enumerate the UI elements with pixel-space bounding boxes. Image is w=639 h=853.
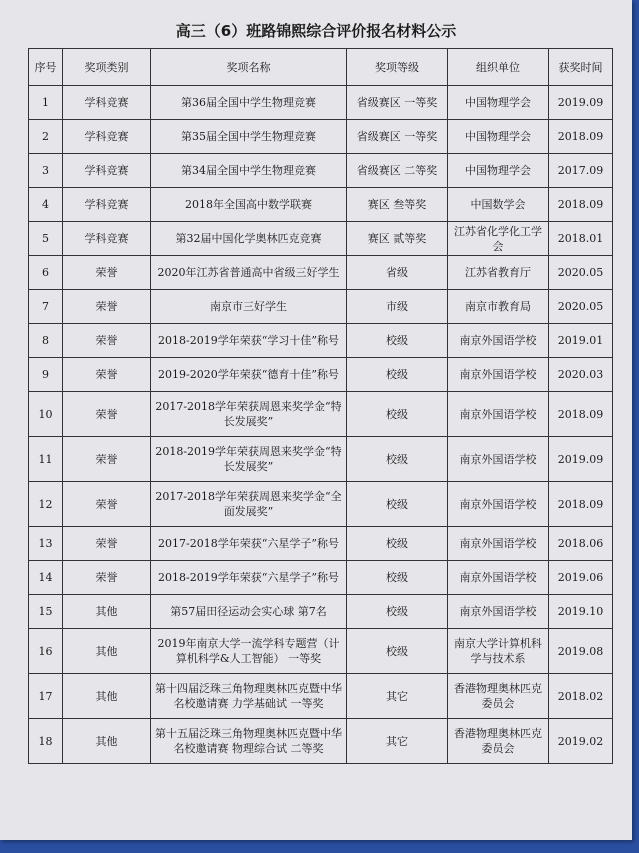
cell-organizer: 南京外国语学校 xyxy=(448,561,549,595)
cell-award-name: 第十四届泛珠三角物理奥林匹克暨中华名校邀请赛 力学基础试 一等奖 xyxy=(151,674,347,719)
header-organizer: 组织单位 xyxy=(448,49,549,86)
cell-award-name: 第57届田径运动会实心球 第7名 xyxy=(151,595,347,629)
cell-organizer: 南京大学计算机科学与技术系 xyxy=(448,629,549,674)
table-row xyxy=(29,222,613,256)
cell-index: 18 xyxy=(29,719,63,764)
cell-award-name: 南京市三好学生 xyxy=(151,290,347,324)
cell-category: 其他 xyxy=(63,629,151,674)
cell-date: 2019.06 xyxy=(549,561,613,595)
cell-level: 市级 xyxy=(347,290,448,324)
cell-category: 其他 xyxy=(63,719,151,764)
table-row xyxy=(29,719,613,764)
cell-organizer: 江苏省化学化工学会 xyxy=(448,222,549,256)
cell-date: 2018.01 xyxy=(549,222,613,256)
cell-level: 赛区 贰等奖 xyxy=(347,222,448,256)
awards-table xyxy=(28,48,613,764)
cell-level: 校级 xyxy=(347,527,448,561)
cell-index: 13 xyxy=(29,527,63,561)
cell-award-name: 2017-2018学年荣获周恩来奖学金“全面发展奖” xyxy=(151,482,347,527)
cell-date: 2019.10 xyxy=(549,595,613,629)
cell-award-name: 2017-2018学年荣获“六星学子”称号 xyxy=(151,527,347,561)
header-category: 奖项类别 xyxy=(63,49,151,86)
cell-index: 1 xyxy=(29,86,63,120)
cell-organizer: 南京外国语学校 xyxy=(448,595,549,629)
cell-level: 校级 xyxy=(347,392,448,437)
cell-organizer: 香港物理奥林匹克委员会 xyxy=(448,719,549,764)
table-row xyxy=(29,154,613,188)
cell-date: 2018.09 xyxy=(549,188,613,222)
table-row xyxy=(29,527,613,561)
cell-organizer: 南京外国语学校 xyxy=(448,437,549,482)
cell-index: 14 xyxy=(29,561,63,595)
table-row xyxy=(29,358,613,392)
cell-date: 2020.05 xyxy=(549,290,613,324)
cell-level: 省级赛区 一等奖 xyxy=(347,86,448,120)
cell-organizer: 中国物理学会 xyxy=(448,154,549,188)
cell-date: 2018.09 xyxy=(549,482,613,527)
cell-date: 2019.09 xyxy=(549,86,613,120)
cell-organizer: 中国物理学会 xyxy=(448,120,549,154)
table-row xyxy=(29,120,613,154)
cell-category: 荣誉 xyxy=(63,527,151,561)
table-row xyxy=(29,482,613,527)
cell-level: 校级 xyxy=(347,595,448,629)
table-row xyxy=(29,674,613,719)
cell-index: 2 xyxy=(29,120,63,154)
table-row xyxy=(29,437,613,482)
cell-category: 荣誉 xyxy=(63,256,151,290)
cell-award-name: 2017-2018学年荣获周恩来奖学金“特长发展奖” xyxy=(151,392,347,437)
cell-category: 学科竞赛 xyxy=(63,86,151,120)
cell-index: 7 xyxy=(29,290,63,324)
cell-award-name: 2019-2020学年荣获“德育十佳”称号 xyxy=(151,358,347,392)
cell-level: 校级 xyxy=(347,629,448,674)
cell-date: 2018.09 xyxy=(549,392,613,437)
cell-level: 其它 xyxy=(347,719,448,764)
cell-category: 学科竞赛 xyxy=(63,188,151,222)
cell-organizer: 南京外国语学校 xyxy=(448,527,549,561)
cell-award-name: 第36届全国中学生物理竞赛 xyxy=(151,86,347,120)
cell-date: 2018.06 xyxy=(549,527,613,561)
cell-award-name: 2018-2019学年荣获周恩来奖学金“特长发展奖” xyxy=(151,437,347,482)
cell-category: 荣誉 xyxy=(63,561,151,595)
table-row xyxy=(29,86,613,120)
cell-index: 16 xyxy=(29,629,63,674)
cell-organizer: 南京外国语学校 xyxy=(448,392,549,437)
cell-award-name: 第十五届泛珠三角物理奥林匹克暨中华名校邀请赛 物理综合试 二等奖 xyxy=(151,719,347,764)
cell-category: 学科竞赛 xyxy=(63,222,151,256)
table-row xyxy=(29,629,613,674)
cell-award-name: 第35届全国中学生物理竞赛 xyxy=(151,120,347,154)
cell-organizer: 香港物理奥林匹克委员会 xyxy=(448,674,549,719)
cell-level: 校级 xyxy=(347,437,448,482)
cell-date: 2019.08 xyxy=(549,629,613,674)
table-row xyxy=(29,561,613,595)
cell-award-name: 第34届全国中学生物理竞赛 xyxy=(151,154,347,188)
cell-award-name: 2020年江苏省普通高中省级三好学生 xyxy=(151,256,347,290)
cell-category: 其他 xyxy=(63,595,151,629)
cell-level: 赛区 叁等奖 xyxy=(347,188,448,222)
table-header-row xyxy=(29,49,613,86)
cell-category: 其他 xyxy=(63,674,151,719)
cell-level: 其它 xyxy=(347,674,448,719)
cell-date: 2020.03 xyxy=(549,358,613,392)
cell-index: 3 xyxy=(29,154,63,188)
cell-category: 学科竞赛 xyxy=(63,120,151,154)
cell-index: 9 xyxy=(29,358,63,392)
cell-award-name: 2018年全国高中数学联赛 xyxy=(151,188,347,222)
cell-level: 省级赛区 一等奖 xyxy=(347,120,448,154)
header-date: 获奖时间 xyxy=(549,49,613,86)
cell-date: 2017.09 xyxy=(549,154,613,188)
cell-level: 校级 xyxy=(347,482,448,527)
cell-index: 5 xyxy=(29,222,63,256)
cell-date: 2020.05 xyxy=(549,256,613,290)
cell-organizer: 南京外国语学校 xyxy=(448,358,549,392)
cell-index: 6 xyxy=(29,256,63,290)
cell-index: 17 xyxy=(29,674,63,719)
cell-level: 省级 xyxy=(347,256,448,290)
cell-organizer: 南京外国语学校 xyxy=(448,324,549,358)
cell-index: 4 xyxy=(29,188,63,222)
cell-level: 校级 xyxy=(347,561,448,595)
table-row xyxy=(29,256,613,290)
cell-category: 荣誉 xyxy=(63,358,151,392)
cell-level: 校级 xyxy=(347,324,448,358)
cell-category: 学科竞赛 xyxy=(63,154,151,188)
cell-date: 2019.01 xyxy=(549,324,613,358)
cell-category: 荣誉 xyxy=(63,482,151,527)
table-row xyxy=(29,595,613,629)
cell-organizer: 中国数学会 xyxy=(448,188,549,222)
header-level: 奖项等级 xyxy=(347,49,448,86)
cell-category: 荣誉 xyxy=(63,392,151,437)
cell-index: 12 xyxy=(29,482,63,527)
cell-category: 荣誉 xyxy=(63,437,151,482)
table-row xyxy=(29,392,613,437)
header-index: 序号 xyxy=(29,49,63,86)
cell-award-name: 2019年南京大学一流学科专题营（计算机科学&人工智能） 一等奖 xyxy=(151,629,347,674)
cell-organizer: 中国物理学会 xyxy=(448,86,549,120)
table-row xyxy=(29,290,613,324)
cell-award-name: 2018-2019学年荣获“学习十佳”称号 xyxy=(151,324,347,358)
page-title: 高三（6）班路锦熙综合评价报名材料公示 xyxy=(175,22,457,40)
cell-organizer: 南京市教育局 xyxy=(448,290,549,324)
cell-date: 2018.09 xyxy=(549,120,613,154)
cell-level: 校级 xyxy=(347,358,448,392)
cell-index: 15 xyxy=(29,595,63,629)
cell-category: 荣誉 xyxy=(63,324,151,358)
cell-index: 11 xyxy=(29,437,63,482)
cell-date: 2019.02 xyxy=(549,719,613,764)
cell-index: 8 xyxy=(29,324,63,358)
cell-date: 2019.09 xyxy=(549,437,613,482)
cell-award-name: 2018-2019学年荣获“六星学子”称号 xyxy=(151,561,347,595)
cell-category: 荣誉 xyxy=(63,290,151,324)
cell-organizer: 南京外国语学校 xyxy=(448,482,549,527)
header-award-name: 奖项名称 xyxy=(151,49,347,86)
cell-index: 10 xyxy=(29,392,63,437)
cell-level: 省级赛区 二等奖 xyxy=(347,154,448,188)
cell-organizer: 江苏省教育厅 xyxy=(448,256,549,290)
table-row xyxy=(29,324,613,358)
cell-date: 2018.02 xyxy=(549,674,613,719)
cell-award-name: 第32届中国化学奥林匹克竞赛 xyxy=(151,222,347,256)
table-row xyxy=(29,188,613,222)
